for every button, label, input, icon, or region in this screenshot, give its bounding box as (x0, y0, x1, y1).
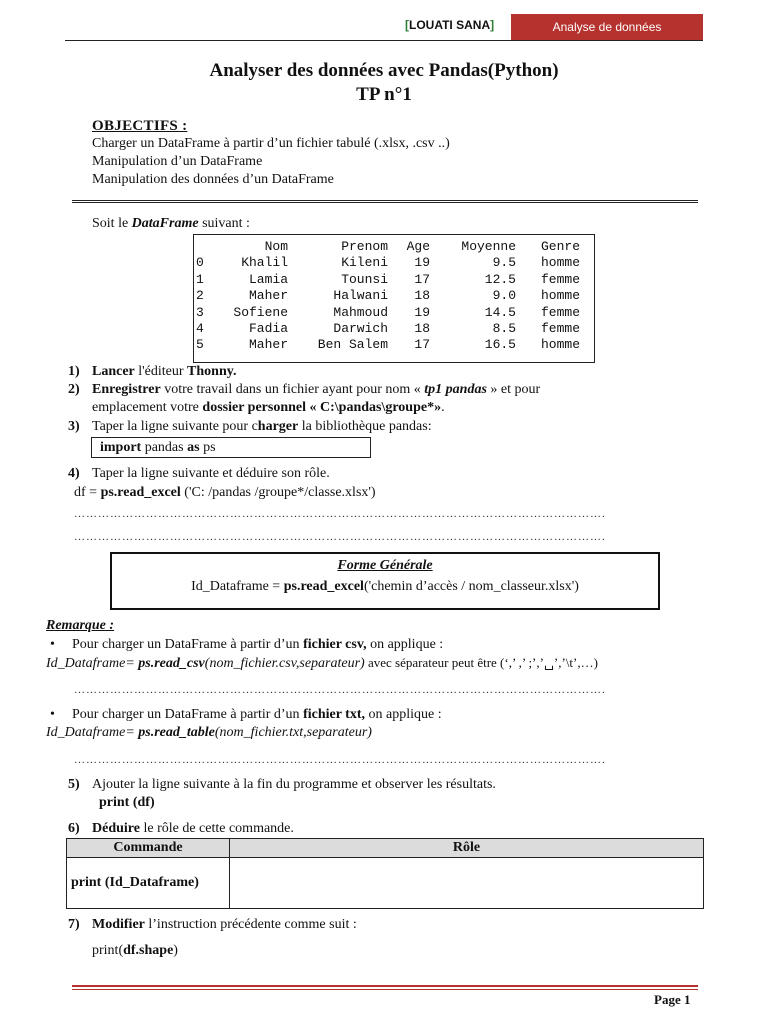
df-cell-age: 19 (414, 255, 430, 271)
df-cell-age: 17 (414, 271, 430, 287)
step-4-text: Taper la ligne suivante et déduire son rôle. (92, 466, 330, 481)
page-title: Analyser des données avec Pandas(Python) (209, 60, 559, 81)
answer-dots: ……………………………………………………………………………………………………………………. (74, 754, 606, 766)
header-divider (65, 40, 703, 41)
df-cell-genre: femme (540, 304, 580, 320)
remark-csv-text: Pour charger un DataFrame à partir d’un fichier csv, on applique : (72, 637, 444, 652)
section-divider (72, 200, 698, 203)
step-1-text: Lancer l'éditeur Thonny. (92, 364, 237, 379)
dataframe-row (196, 288, 580, 304)
step-2-text: Enregistrer votre travail dans un fichier ayant pour nom « tp1 pandas » et pour (92, 382, 541, 397)
answer-dots: ……………………………………………………………………………………………………………………. (74, 684, 606, 696)
general-form-syntax: Id_Dataframe = ps.read_excel('chemin d’accès / nom_classeur.xlsx') (191, 579, 579, 594)
dataframe-row (196, 321, 580, 337)
command-role-table (66, 838, 704, 909)
answer-dots: ……………………………………………………………………………………………………………………. (74, 508, 606, 520)
objective-item: Manipulation des données d’un DataFrame (92, 172, 334, 187)
df-cell-genre: homme (540, 337, 580, 353)
dataframe-row (196, 272, 580, 288)
df-cell-prenom: Darwich (333, 321, 388, 337)
bullet-icon: • (50, 637, 55, 652)
dataframe-row (196, 305, 580, 321)
df-cell-index: 3 (196, 304, 204, 320)
df-cell-nom: Sofiene (233, 304, 288, 320)
df-cell-moyenne: 16.5 (484, 337, 516, 353)
df-cell-age: 18 (414, 321, 430, 337)
general-form-box (110, 552, 660, 610)
general-form-title: Forme Générale (337, 558, 433, 573)
step-number: 4) (68, 466, 80, 481)
footer-divider (72, 989, 698, 990)
objective-item: Manipulation d’un DataFrame (92, 154, 263, 169)
df-col-age: Age (406, 239, 430, 254)
step-7-code: print(df.shape) (92, 943, 178, 958)
dataframe-table (196, 239, 580, 354)
page-number: Page 1 (654, 992, 691, 1007)
df-cell-moyenne: 8.5 (492, 321, 516, 337)
df-cell-genre: femme (540, 271, 580, 287)
df-cell-nom: Fadia (248, 321, 288, 337)
answer-dots: ……………………………………………………………………………………………………………………. (74, 531, 606, 543)
df-cell-index: 5 (196, 337, 204, 353)
table-header-command: Commande (67, 839, 230, 858)
step-3-text: Taper la ligne suivante pour charger la bibliothèque pandas: (92, 419, 432, 434)
df-cell-age: 17 (414, 337, 430, 353)
step-number: 2) (68, 382, 80, 397)
df-cell-age: 18 (414, 288, 430, 304)
df-col-nom: Nom (264, 239, 288, 254)
dataframe-row (196, 337, 580, 353)
df-cell-index: 4 (196, 321, 204, 337)
step-6-text: Déduire le rôle de cette commande. (92, 821, 294, 836)
df-cell-index: 2 (196, 288, 204, 304)
dataframe-header-row (196, 239, 580, 255)
step-5-code: print (df) (99, 795, 155, 810)
df-cell-moyenne: 9.5 (492, 255, 516, 271)
df-col-genre: Genre (540, 239, 580, 254)
step-4-code: df = ps.read_excel ('C: /pandas /groupe*/classe.xlsx') (74, 485, 376, 500)
import-code-box: import pandas as ps (91, 437, 371, 458)
df-cell-genre: homme (540, 255, 580, 271)
step-number: 6) (68, 821, 80, 836)
step-5-text: Ajouter la ligne suivante à la fin du programme et observer les résultats. (92, 777, 496, 792)
df-cell-prenom: Tounsi (341, 271, 388, 287)
df-cell-moyenne: 14.5 (484, 304, 516, 320)
df-cell-prenom: Ben Salem (317, 337, 388, 353)
df-col-index (196, 239, 218, 255)
dataframe-output (193, 234, 595, 363)
table-cell-command: print (Id_Dataframe) (67, 858, 230, 909)
step-number: 5) (68, 777, 80, 792)
df-cell-moyenne: 12.5 (484, 271, 516, 287)
df-col-moyenne: Moyenne (461, 239, 516, 254)
df-cell-nom: Maher (248, 288, 288, 304)
df-cell-prenom: Mahmoud (333, 304, 388, 320)
df-cell-nom: Lamia (248, 271, 288, 287)
step-number: 7) (68, 917, 80, 932)
df-cell-nom: Khalil (241, 255, 288, 271)
step-2-text-cont: emplacement votre dossier personnel « C:\pandas\groupe*». (92, 400, 445, 415)
objectives-heading: OBJECTIFS : (92, 118, 188, 134)
intro-text: Soit le DataFrame suivant : (92, 216, 250, 231)
step-number: 1) (68, 364, 80, 379)
df-cell-prenom: Kileni (341, 255, 388, 271)
remark-txt-code: Id_Dataframe= ps.read_table(nom_fichier.txt,separateur) (46, 725, 372, 740)
remark-csv-code: Id_Dataframe= ps.read_csv(nom_fichier.csv,separateur) avec séparateur peut être (‘,’ ,’ ;’,’␣’,’\t’,…) (46, 655, 598, 671)
dataframe-row (196, 255, 580, 271)
df-cell-age: 19 (414, 304, 430, 320)
table-header-role: Rôle (230, 839, 704, 858)
step-7-text: Modifier l’instruction précédente comme suit : (92, 917, 357, 932)
objective-item: Charger un DataFrame à partir d’un fichier tabulé (.xlsx, .csv ..) (92, 136, 450, 151)
df-cell-prenom: Halwani (333, 288, 388, 304)
page-subtitle: TP n°1 (356, 84, 412, 105)
header-course-tab: Analyse de données (511, 14, 703, 40)
remark-heading: Remarque : (46, 618, 115, 633)
df-cell-nom: Maher (248, 337, 288, 353)
df-cell-moyenne: 9.0 (492, 288, 516, 304)
bullet-icon: • (50, 707, 55, 722)
table-row (67, 858, 704, 909)
step-number: 3) (68, 419, 80, 434)
df-cell-index: 0 (196, 255, 204, 271)
footer-divider (72, 985, 698, 987)
df-cell-genre: homme (540, 288, 580, 304)
df-col-prenom: Prenom (341, 239, 388, 254)
header-author: [LOUATI SANA] (405, 18, 495, 32)
table-cell-role[interactable] (230, 858, 704, 909)
df-cell-genre: femme (540, 321, 580, 337)
remark-txt-text: Pour charger un DataFrame à partir d’un fichier txt, on applique : (72, 707, 442, 722)
df-cell-index: 1 (196, 271, 204, 287)
